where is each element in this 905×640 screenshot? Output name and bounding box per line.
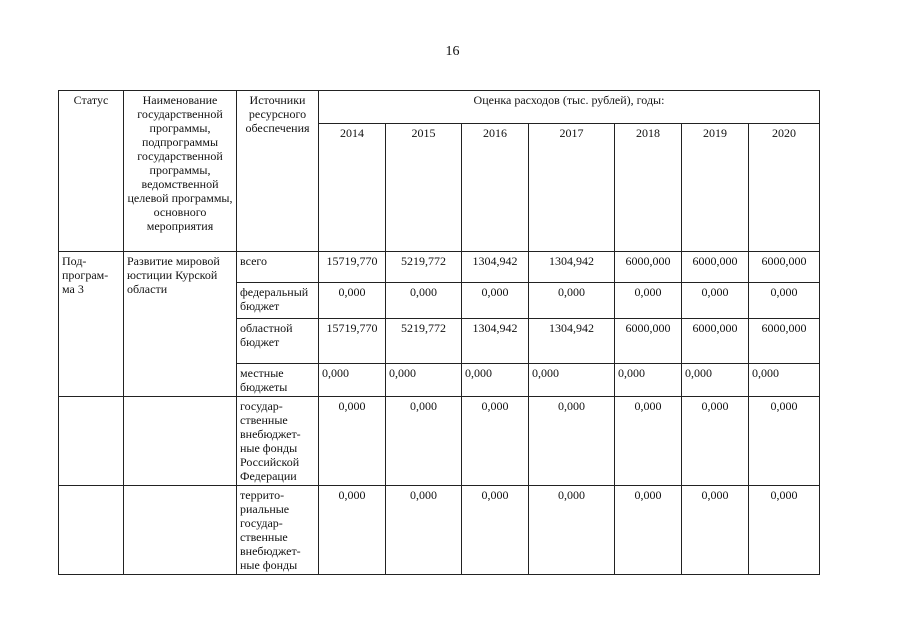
value-cell: 0,000 — [529, 364, 615, 397]
source-cell: местные бюджеты — [237, 364, 319, 397]
value-cell: 15719,770 — [319, 252, 386, 283]
value-cell: 0,000 — [682, 364, 749, 397]
value-cell: 1304,942 — [529, 252, 615, 283]
year-2019: 2019 — [682, 124, 749, 252]
source-cell: федеральный бюджет — [237, 283, 319, 319]
value-cell: 0,000 — [386, 486, 462, 575]
value-cell: 0,000 — [319, 486, 386, 575]
status-cell: Под- програм- ма 3 — [59, 252, 124, 397]
value-cell: 0,000 — [749, 283, 820, 319]
value-cell: 5219,772 — [386, 319, 462, 364]
status-cell-empty — [59, 486, 124, 575]
value-cell: 0,000 — [386, 364, 462, 397]
value-cell: 6000,000 — [682, 252, 749, 283]
value-cell: 0,000 — [615, 364, 682, 397]
value-cell: 0,000 — [529, 397, 615, 486]
value-cell: 0,000 — [682, 397, 749, 486]
header-program-name: Наименование государственной программы, подпрограммы государственной программы, ведомственной целевой программы, основного мероприятия — [124, 91, 237, 252]
header-row — [59, 91, 820, 124]
value-cell: 0,000 — [462, 486, 529, 575]
table-row — [59, 397, 820, 486]
value-cell: 6000,000 — [749, 319, 820, 364]
year-2015: 2015 — [386, 124, 462, 252]
program-name-cell-empty — [124, 397, 237, 486]
year-2016: 2016 — [462, 124, 529, 252]
value-cell: 6000,000 — [615, 252, 682, 283]
header-sources: Источники ресурсного обеспечения — [237, 91, 319, 252]
value-cell: 0,000 — [386, 397, 462, 486]
value-cell: 0,000 — [615, 397, 682, 486]
value-cell: 6000,000 — [682, 319, 749, 364]
value-cell: 1304,942 — [462, 252, 529, 283]
value-cell: 0,000 — [615, 283, 682, 319]
value-cell: 0,000 — [682, 486, 749, 575]
value-cell: 0,000 — [682, 283, 749, 319]
source-cell: государ- ственные внебюджет- ные фонды Российской Федерации — [237, 397, 319, 486]
value-cell: 0,000 — [462, 283, 529, 319]
year-2020: 2020 — [749, 124, 820, 252]
value-cell: 0,000 — [749, 364, 820, 397]
value-cell: 5219,772 — [386, 252, 462, 283]
program-name-cell: Развитие мировой юстиции Курской области — [124, 252, 237, 397]
value-cell: 0,000 — [319, 283, 386, 319]
table-row — [59, 486, 820, 575]
year-2018: 2018 — [615, 124, 682, 252]
source-cell: областной бюджет — [237, 319, 319, 364]
value-cell: 0,000 — [615, 486, 682, 575]
value-cell: 0,000 — [529, 486, 615, 575]
value-cell: 0,000 — [462, 364, 529, 397]
value-cell: 6000,000 — [615, 319, 682, 364]
status-cell-empty — [59, 397, 124, 486]
source-cell: террито- риальные государ- ственные внебюджет- ные фонды — [237, 486, 319, 575]
value-cell: 6000,000 — [749, 252, 820, 283]
value-cell: 15719,770 — [319, 319, 386, 364]
source-cell: всего — [237, 252, 319, 283]
header-estimate: Оценка расходов (тыс. рублей), годы: — [319, 91, 820, 124]
value-cell: 1304,942 — [462, 319, 529, 364]
year-2017: 2017 — [529, 124, 615, 252]
page-number: 16 — [445, 44, 460, 59]
header-status: Статус — [59, 91, 124, 252]
value-cell: 1304,942 — [529, 319, 615, 364]
program-name-cell-empty — [124, 486, 237, 575]
value-cell: 0,000 — [386, 283, 462, 319]
value-cell: 0,000 — [749, 486, 820, 575]
table-row — [59, 252, 820, 283]
value-cell: 0,000 — [462, 397, 529, 486]
value-cell: 0,000 — [529, 283, 615, 319]
value-cell: 0,000 — [749, 397, 820, 486]
value-cell: 0,000 — [319, 397, 386, 486]
value-cell: 0,000 — [319, 364, 386, 397]
year-2014: 2014 — [319, 124, 386, 252]
resource-table — [58, 90, 820, 575]
